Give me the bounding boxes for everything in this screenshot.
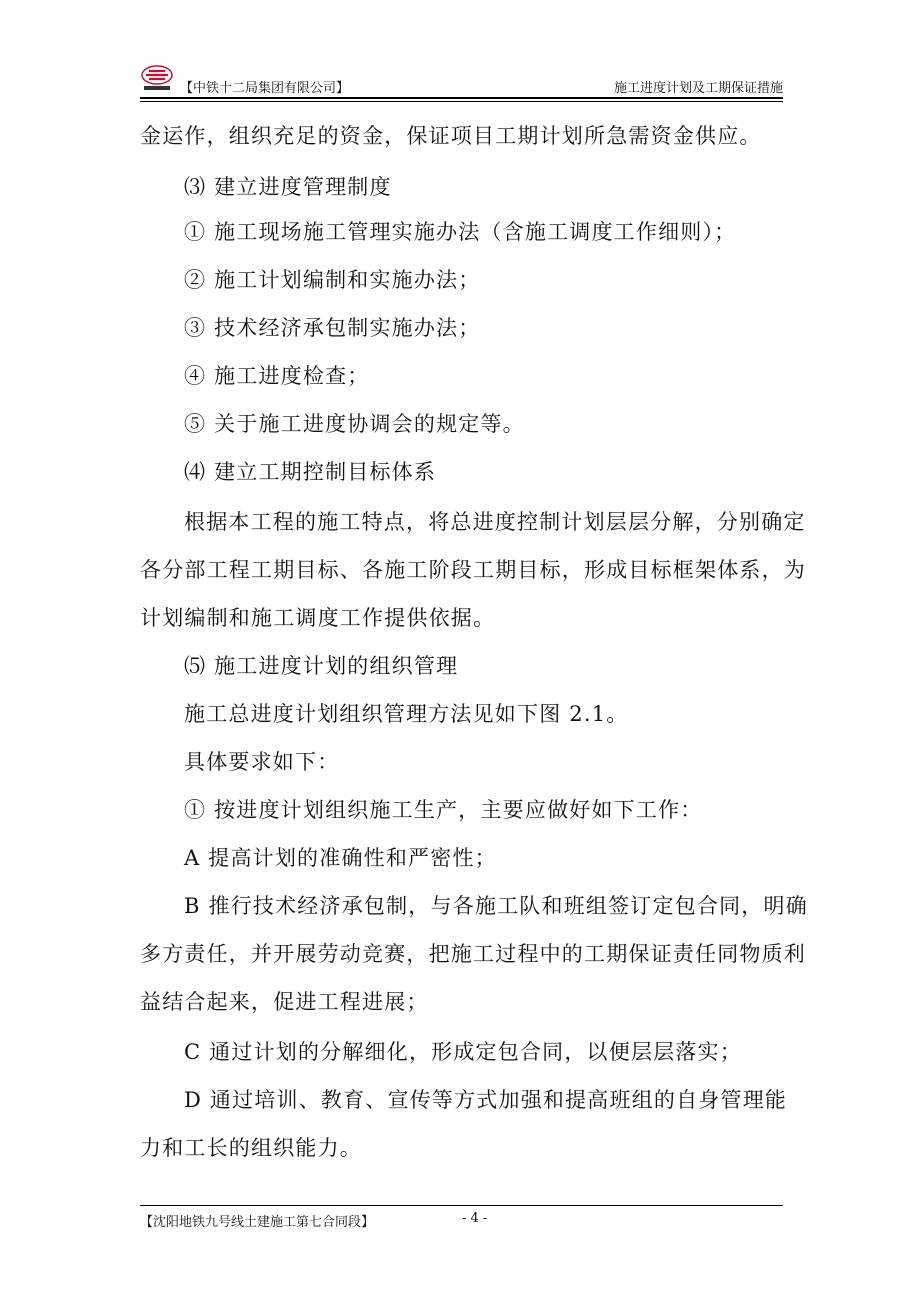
company-logo (140, 64, 174, 92)
body-line: 多方责任，并开展劳动竞赛，把施工过程中的工期保证责任同物质利 (140, 942, 806, 966)
footer-rule (140, 1205, 783, 1206)
header-rule-thin (140, 101, 783, 102)
body-line: 计划编制和施工调度工作提供依据。 (140, 606, 496, 630)
body-line: ⑤ 关于施工进度协调会的规定等。 (184, 412, 525, 436)
body-line: ④ 施工进度检查； (184, 364, 370, 388)
body-line: 各分部工程工期目标、各施工阶段工期目标，形成目标框架体系，为 (140, 558, 806, 582)
body-line: D 通过培训、教育、宣传等方式加强和提高班组的自身管理能 (184, 1088, 788, 1112)
body-line: ⑸ 施工进度计划的组织管理 (184, 654, 459, 678)
page-number: - 4 - (462, 1211, 488, 1226)
header-title: 施工进度计划及工期保证措施 (613, 81, 783, 96)
body-line: 施工总进度计划组织管理方法见如下图 2.1。 (184, 702, 629, 726)
body-line: 金运作，组织充足的资金，保证项目工期计划所急需资金供应。 (140, 124, 762, 148)
body-line: A 提高计划的准确性和严密性； (184, 846, 497, 870)
footer-project: 【沈阳地铁九号线土建施工第七合同段】 (140, 1215, 375, 1230)
header-rule (140, 97, 783, 99)
body-line: ② 施工计划编制和实施办法； (184, 268, 481, 292)
header-company: 【中铁十二局集团有限公司】 (180, 81, 350, 96)
body-line: ③ 技术经济承包制实施办法； (184, 316, 481, 340)
body-line: 益结合起来，促进工程进展； (140, 990, 429, 1014)
body-line: ⑶ 建立进度管理制度 (184, 175, 392, 199)
body-line: C 通过计划的分解细化，形成定包合同，以便层层落实； (184, 1040, 742, 1064)
body-line: ⑷ 建立工期控制目标体系 (184, 460, 437, 484)
body-line: B 推行技术经济承包制，与各施工队和班组签订定包合同，明确 (184, 894, 808, 918)
page-header (140, 62, 783, 96)
body-line: ① 按进度计划组织施工生产，主要应做好如下工作： (184, 798, 703, 822)
body-line: ① 施工现场施工管理实施办法（含施工调度工作细则）； (184, 220, 737, 244)
body-line: 力和工长的组织能力。 (140, 1136, 362, 1160)
body-line: 具体要求如下： (184, 750, 340, 774)
body-line: 根据本工程的施工特点，将总进度控制计划层层分解，分别确定 (184, 510, 806, 534)
